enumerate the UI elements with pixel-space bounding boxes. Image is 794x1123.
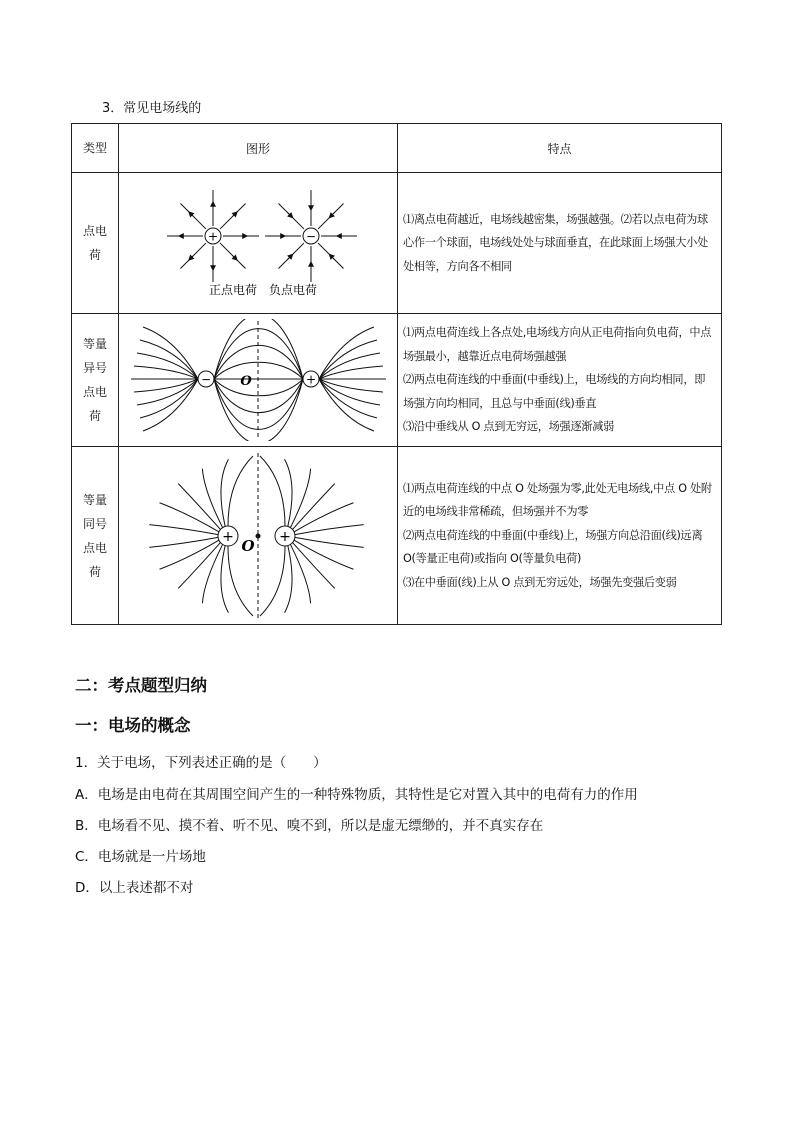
field-line xyxy=(178,542,220,588)
plus-sign: + xyxy=(279,528,291,545)
question-stem: 1．关于电场，下列表述正确的是（ ） xyxy=(75,755,327,771)
feature-text: ⑵两点电荷连线的中垂面(中垂线)上，电场线的方向均相同，即场强方向均相同，且总与中垂面(线)垂直 xyxy=(403,373,706,410)
header-type: 类型 xyxy=(72,124,119,173)
field-line xyxy=(260,546,285,616)
type-cell: 等量异号点电荷 xyxy=(72,314,119,447)
figure-cell xyxy=(119,314,398,447)
option-a: A．电场是由电荷在其周围空间产生的一种特殊物质，其特性是它对置入其中的电荷有力的作用 xyxy=(75,787,638,803)
figure-cell xyxy=(119,447,398,625)
features-cell xyxy=(398,173,722,314)
field-line xyxy=(319,379,377,418)
field-line xyxy=(293,483,335,529)
table-row xyxy=(72,314,722,447)
like-charges-diagram xyxy=(128,451,388,621)
table-row xyxy=(72,173,722,314)
arrow xyxy=(287,212,293,218)
dipole-diagram xyxy=(128,319,388,441)
point-charge-diagram xyxy=(133,183,383,303)
field-line xyxy=(140,340,198,379)
arrow xyxy=(329,254,335,260)
minus-sign: − xyxy=(305,229,317,244)
features-cell xyxy=(398,314,722,447)
field-line xyxy=(295,524,364,534)
feature-text: ⑵两点电荷连线的中垂面(中垂线)上，场强方向总沿面(线)远离 O(等量正电荷)或指向 O(等量负电荷) xyxy=(403,528,703,566)
field-line xyxy=(228,456,253,526)
figure-cell xyxy=(119,173,398,314)
field-line xyxy=(228,546,253,616)
midpoint-label: O xyxy=(240,374,252,389)
subsection-heading: 一：电场的概念 xyxy=(75,716,191,735)
arrow xyxy=(233,212,237,216)
arrow xyxy=(189,256,193,260)
section-intro: 3．常见电场线的 xyxy=(102,101,202,116)
label-positive-charge: 正点电荷 xyxy=(208,283,258,297)
field-line xyxy=(293,542,335,588)
field-line xyxy=(149,524,218,534)
midpoint-label: O xyxy=(241,536,255,555)
field-lines-table xyxy=(71,123,722,625)
section-heading: 二：考点题型归纳 xyxy=(75,676,207,695)
label-negative-charge: 负点电荷 xyxy=(268,283,318,297)
field-line xyxy=(221,545,229,612)
feature-text: ⑶沿中垂线从 O 点到无穷远，场强逐渐减弱 xyxy=(403,420,614,434)
arrow xyxy=(287,254,293,260)
field-line xyxy=(285,545,293,612)
feature-text: ⑶在中垂面(线)上从 O 点到无穷远处，场强先变强后变弱 xyxy=(403,575,677,589)
plus-sign: + xyxy=(207,229,219,244)
field-line xyxy=(319,340,377,379)
field-line xyxy=(149,537,218,547)
arrow xyxy=(189,212,193,216)
arrow xyxy=(329,212,335,218)
field-line xyxy=(202,544,222,603)
field-line xyxy=(260,456,285,526)
minus-sign: − xyxy=(200,372,212,387)
features-cell xyxy=(398,447,722,625)
feature-text: ⑴离点电荷越近，电场线越密集，场强越强。⑵若以点电荷为球心作一个球面，电场线处处与球面垂直，在此球面上场强大小处处相等，方向各不相同 xyxy=(403,212,708,273)
type-cell: 等量同号点电荷 xyxy=(72,447,119,625)
field-line xyxy=(221,459,229,526)
field-line xyxy=(285,459,293,526)
option-c: C．电场就是一片场地 xyxy=(75,849,206,865)
header-figure: 图形 xyxy=(119,124,398,173)
field-line xyxy=(295,537,364,547)
field-line xyxy=(202,468,222,527)
plus-sign: + xyxy=(222,528,234,545)
table-row xyxy=(72,447,722,625)
table-header-row xyxy=(72,124,722,173)
header-features: 特点 xyxy=(398,124,722,173)
midpoint-dot xyxy=(256,533,261,538)
field-line xyxy=(290,468,310,527)
field-line xyxy=(178,483,220,529)
feature-text: ⑴两点电荷连线的中点 O 处场强为零,此处无电场线,中点 O 处附近的电场线非常稀疏，但场强并不为零 xyxy=(403,481,712,519)
option-d: D．以上表述都不对 xyxy=(75,880,194,896)
type-cell: 点电荷 xyxy=(72,173,119,314)
option-b: B．电场看不见、摸不着、听不见、嗅不到，所以是虚无缥缈的，并不真实存在 xyxy=(75,818,544,834)
feature-text: ⑴两点电荷连线上各点处,电场线方向从正电荷指向负电荷，中点场强最小，越靠近点电荷场强越强 xyxy=(403,326,712,363)
field-line xyxy=(290,544,310,603)
arrow xyxy=(233,256,237,260)
plus-sign: + xyxy=(305,372,317,387)
field-line xyxy=(140,379,198,418)
